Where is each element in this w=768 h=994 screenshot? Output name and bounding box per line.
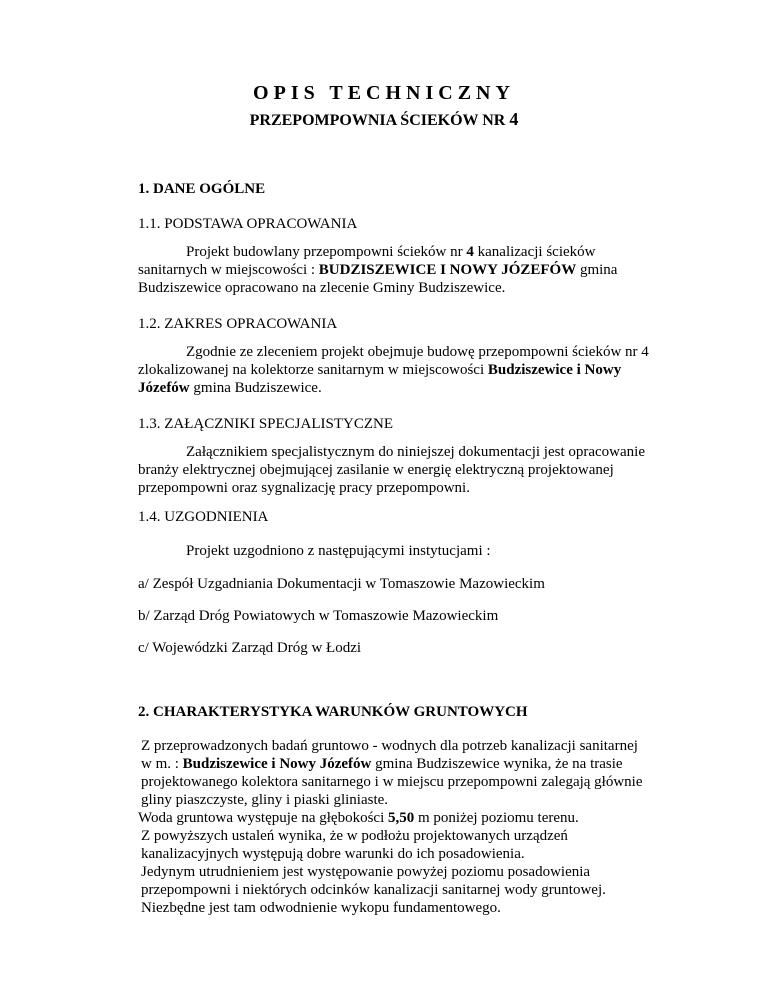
paragraph-line: Załącznikiem specjalistycznym do niniejszej dokumentacji jest opracowanie xyxy=(186,444,646,460)
section-1-3-paragraph xyxy=(138,443,645,497)
text-run-bold: 4 xyxy=(466,244,474,260)
institution-item: b/ Zarząd Dróg Powiatowych w Tomaszowie Mazowieckim xyxy=(138,608,499,624)
section-1-3-heading: 1.3. ZAŁĄCZNIKI SPECJALISTYCZNE xyxy=(138,416,393,432)
paragraph-line xyxy=(138,361,649,379)
text-run-bold: Budziszewice i Nowy Józefów xyxy=(182,756,372,772)
section-1-heading: 1. DANE OGÓLNE xyxy=(138,181,266,197)
paragraph-line: Z przeprowadzonych badań gruntowo - wodnych dla potrzeb kanalizacji sanitarnej xyxy=(141,738,638,754)
text-run-bold: 5,50 xyxy=(387,810,415,826)
paragraph-line: Budziszewice opracowano na zlecenie Gminy Budziszewice. xyxy=(138,280,506,296)
paragraph-line: przepompowni oraz sygnalizację pracy przepompowni. xyxy=(138,480,470,496)
paragraph-line: projektowanego kolektora sanitarnego i w miejscu przepompowni zalegają głównie xyxy=(141,774,643,790)
section-2-heading: 2. CHARAKTERYSTYKA WARUNKÓW GRUNTOWYCH xyxy=(138,704,528,720)
section-1-4-heading: 1.4. UZGODNIENIA xyxy=(138,509,269,525)
section-1-4-intro: Projekt uzgodniono z następującymi instytucjami : xyxy=(186,543,491,559)
text-run: kanalizacji ścieków xyxy=(473,244,596,260)
section-1-2-paragraph xyxy=(138,343,649,397)
section-1-1-paragraph xyxy=(138,243,617,297)
paragraph-line: przepompowni i niektórych odcinków kanalizacji sanitarnej wody gruntowej. xyxy=(141,882,606,898)
paragraph-line xyxy=(138,243,617,261)
paragraph-line xyxy=(138,379,649,397)
text-run: w m. : xyxy=(141,756,183,772)
institution-item: c/ Wojewódzki Zarząd Dróg w Łodzi xyxy=(138,640,362,656)
section-1-2-heading: 1.2. ZAKRES OPRACOWANIA xyxy=(138,316,338,332)
document-subtitle xyxy=(0,110,768,130)
paragraph-line: kanalizacyjnych występują dobre warunki do ich posadowienia. xyxy=(141,846,525,862)
text-run: m poniżej poziomu terenu. xyxy=(414,810,579,826)
text-run: Woda gruntowa występuje na głębokości xyxy=(138,810,388,826)
paragraph-line: Niezbędne jest tam odwodnienie wykopu fundamentowego. xyxy=(141,900,501,916)
subtitle-number: 4 xyxy=(509,109,519,129)
text-run: zlokalizowanej na kolektorze sanitarnym w miejscowości xyxy=(138,362,488,378)
text-run: gmina Budziszewice. xyxy=(189,380,322,396)
paragraph-line xyxy=(138,755,643,773)
text-run: gmina xyxy=(576,262,618,278)
document-title: OPIS TECHNICZNY xyxy=(253,82,515,104)
subtitle-text: PRZEPOMPOWNIA ŚCIEKÓW NR xyxy=(249,112,506,129)
paragraph-line: Zgodnie ze zleceniem projekt obejmuje budowę przepompowni ścieków nr 4 xyxy=(186,344,649,360)
text-run: gmina Budziszewice wynika, że na trasie xyxy=(371,756,623,772)
text-run-bold: BUDZISZEWICE I NOWY JÓZEFÓW xyxy=(318,262,577,278)
paragraph-line: Jedynym utrudnieniem jest występowanie powyżej poziomu posadowienia xyxy=(141,864,591,880)
institution-item: a/ Zespół Uzgadniania Dokumentacji w Tomaszowie Mazowieckim xyxy=(138,576,545,592)
text-run: sanitarnych w miejscowości : xyxy=(138,262,319,278)
section-2-paragraph xyxy=(138,737,643,917)
text-run-bold: Budziszewice i Nowy xyxy=(487,362,622,378)
paragraph-line: gliny piaszczyste, gliny i piaski gliniaste. xyxy=(141,792,389,808)
paragraph-line xyxy=(138,261,617,279)
paragraph-line: Z powyższych ustaleń wynika, że w podłożu projektowanych urządzeń xyxy=(141,828,568,844)
text-run-bold: Józefów xyxy=(138,380,190,396)
text-run: Projekt budowlany przepompowni ścieków nr xyxy=(186,244,467,260)
paragraph-line: branży elektrycznej obejmującej zasilanie w energię elektryczną projektowanej xyxy=(138,462,614,478)
paragraph-line xyxy=(138,809,643,827)
section-1-1-heading: 1.1. PODSTAWA OPRACOWANIA xyxy=(138,216,358,232)
